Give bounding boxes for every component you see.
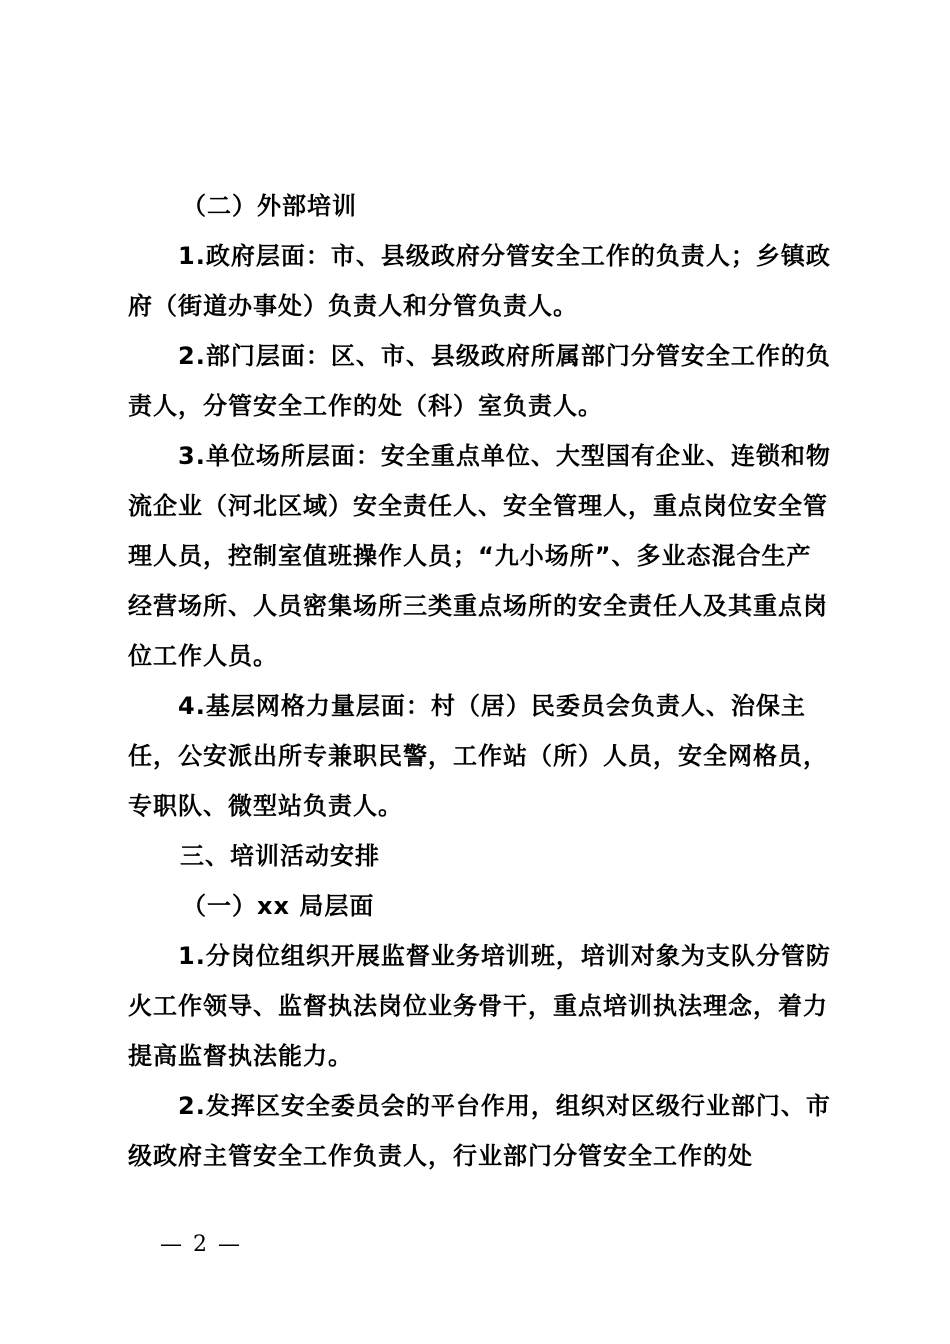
paragraph-department-level: 2.部门层面：区、市、县级政府所属部门分管安全工作的负责人，分管安全工作的处（科）室负责人。 xyxy=(128,342,831,420)
section-heading-external-training: （二）外部培训 xyxy=(182,192,357,220)
page-number: — 2 — xyxy=(160,1232,242,1257)
paragraph-supervision-training: 1.分岗位组织开展监督业务培训班，培训对象为支队分管防火工作领导、监督执法岗位业务骨干，重点培训执法理念，着力提高监督执法能力。 xyxy=(128,942,831,1070)
paragraph-government-level: 1.政府层面：市、县级政府分管安全工作的负责人；乡镇政府（街道办事处）负责人和分管负责人。 xyxy=(128,242,831,320)
paragraph-safety-committee: 2.发挥区安全委员会的平台作用，组织对区级行业部门、市级政府主管安全工作负责人，行业部门分管安全工作的处 xyxy=(128,1092,831,1170)
paragraph-grassroots-level: 4.基层网格力量层面：村（居）民委员会负责人、治保主任，公安派出所专兼职民警，工作站（所）人员，安全网格员，专职队、微型站负责人。 xyxy=(128,692,828,820)
paragraph-unit-venue-level: 3.单位场所层面：安全重点单位、大型国有企业、连锁和物流企业（河北区域）安全责任人、安全管理人，重点岗位安全管理人员，控制室值班操作人员；“九小场所”、多业态混合生产经营场所、人员密集场所三类重点场所的安全责任人及其重点岗位工作人员。 xyxy=(128,442,831,670)
section-heading-training-arrangement: 三、培训活动安排 xyxy=(180,842,380,870)
section-heading-bureau-level: （一）xx 局层面 xyxy=(182,892,375,920)
document-body xyxy=(128,181,834,1181)
